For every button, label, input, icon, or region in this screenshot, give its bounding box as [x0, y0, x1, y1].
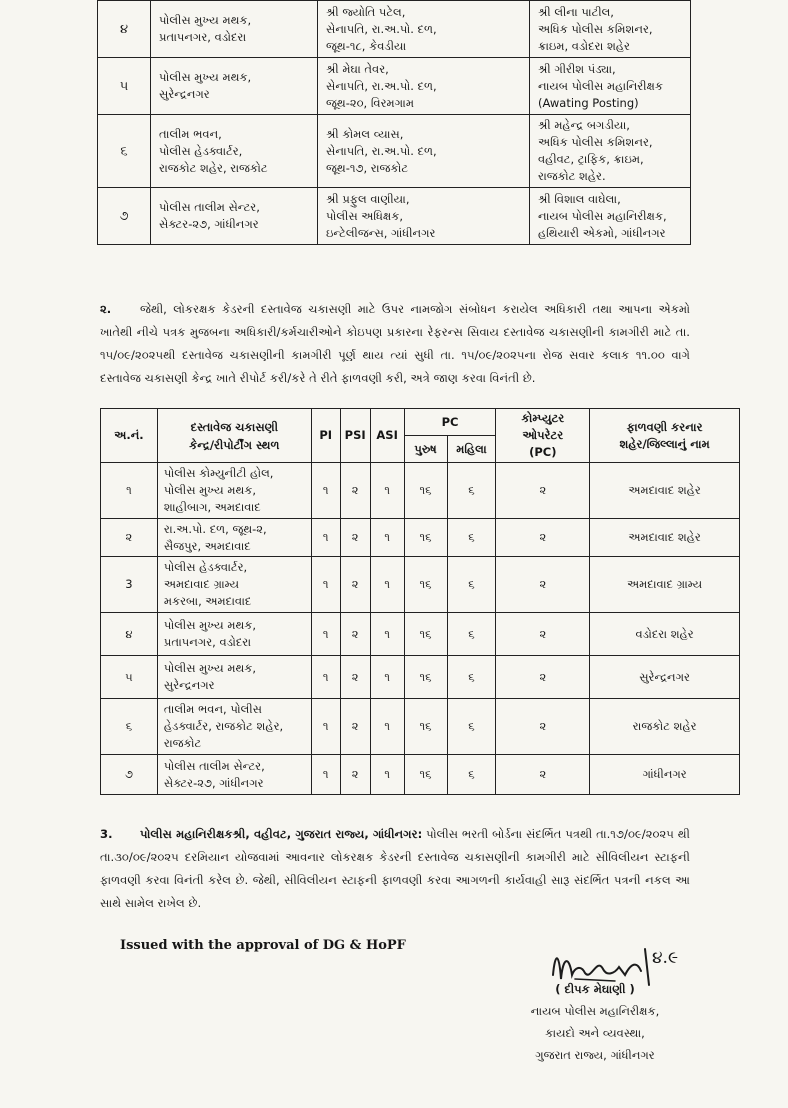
asi-count: ૧: [370, 557, 404, 613]
psi-count: ૨: [340, 557, 370, 613]
place-cell: રા.અ.પો. દળ, જૂથ-૨, સૈજપુર, અમદાવાદ: [157, 519, 311, 557]
header-pc: PC: [404, 409, 496, 436]
header-serial: અ.નં.: [101, 409, 158, 463]
paragraph-number: 3.: [100, 827, 113, 841]
serial-number: ૬: [98, 115, 151, 188]
paragraph-text: પોલીસ ભરતી બોર્ડના સંદર્ભિત પત્રથી તા.૧૭/૦૯/૨૦૨૫ થી તા.૩૦/૦૯/૨૦૨૫ દરમિયાન યોજવામાં આવનાર લોકરક્ષક કેડરની દસ્તાવેજ ચકાસણીની કામગીરી માટે સીવિલીયન સ્ટાફની ફાળવણી કરવા વિનંતી કરેલ છે. જેથી, સીવિલીયન સ્ટાફની ફાળવણી કરવા આગળની કાર્યવાહી સારૂ સંદર્ભિત પત્રની નકલ આ સાથે સામેલ રાખેલ છે.: [100, 827, 690, 910]
header-psi: PSI: [340, 409, 370, 463]
paragraph-2: [100, 298, 690, 390]
paragraph-text: જેથી, લોકરક્ષક કેડરની દસ્તાવેજ ચકાસણી માટે ઉપર નામજોગ સંબોધન કરાયેલ અધિકારી તથા આપના એકમો ખાતેથી નીચે પત્રક મુજબના અધિકારી/કર્મચારીઓને કોઇપણ પ્રકારના રેફરન્સ સિવાય દસ્તાવેજ ચકાસણીની કામગીરી માટે તા. ૧૫/૦૯/૨૦૨૫થી દસ્તાવેજ ચકાસણીની કામગીરી પૂર્ણ થાય ત્યાં સુધી તા. ૧૫/૦૯/૨૦૨૫ના રોજ સવાર કલાક ૧૧.૦૦ વાગે દસ્તાવેજ ચકાસણી કેન્દ્ર ખાતે રીપોર્ટ કરી/કરે તે રીતે ફાળવણી કરી, અત્રે જાણ કરવા વિનંતી છે.: [100, 302, 690, 385]
place-cell: પોલીસ તાલીમ સેન્ટર, સેક્ટર-૨૭, ગાંધીનગર: [157, 755, 311, 795]
place-cell: પોલીસ કોમ્યુનીટી હોલ, પોલીસ મુખ્ય મથક, શાહીબાગ, અમદાવાદ: [157, 463, 311, 519]
pi-count: ૧: [311, 557, 340, 613]
signatory-department: કાયદો અને વ્યવસ્થા,: [545, 1026, 645, 1040]
serial-number: ૪: [101, 613, 158, 656]
table-row: [101, 755, 740, 795]
paragraph-number: ૨.: [100, 302, 112, 316]
header-allotting-city: ફાળવણી કરનાર શહેર/જિલ્લાનું નામ: [590, 409, 740, 463]
female-pc-count: ૬: [447, 755, 496, 795]
allotting-city: ગાંધીનગર: [590, 755, 740, 795]
signature-date: ૪.૯: [652, 948, 679, 968]
allocation-table: [100, 408, 740, 795]
psi-count: ૨: [340, 755, 370, 795]
allotting-city: અમદાવાદ શહેર: [590, 463, 740, 519]
header-male: પુરુષ: [404, 436, 447, 463]
pi-count: ૧: [311, 699, 340, 755]
allotting-city: અમદાવાદ ગ્રામ્ય: [590, 557, 740, 613]
male-pc-count: ૧૬: [404, 699, 447, 755]
male-pc-count: ૧૬: [404, 755, 447, 795]
psi-count: ૨: [340, 656, 370, 699]
psi-count: ૨: [340, 463, 370, 519]
header-pi: PI: [311, 409, 340, 463]
operator-count: ૨: [496, 519, 590, 557]
place-cell: પોલીસ મુખ્ય મથક, સુરેન્દ્રનગર: [157, 656, 311, 699]
operator-count: ૨: [496, 699, 590, 755]
table-row: [98, 115, 691, 188]
male-pc-count: ૧૬: [404, 519, 447, 557]
table-row: [101, 613, 740, 656]
table-row: [98, 188, 691, 245]
signatory-block: [500, 978, 690, 1066]
psi-count: ૨: [340, 699, 370, 755]
serial-number: ૭: [98, 188, 151, 245]
table-row: [98, 1, 691, 58]
asi-count: ૧: [370, 519, 404, 557]
allotting-city: સુરેન્દ્રનગર: [590, 656, 740, 699]
supervisor-cell: શ્રી ગીરીશ પંડ્યા, નાયબ પોલીસ મહાનિરીક્ષક (Awating Posting): [530, 58, 691, 115]
table-row: [98, 58, 691, 115]
serial-number: ૨: [101, 519, 158, 557]
female-pc-count: ૬: [447, 656, 496, 699]
psi-count: ૨: [340, 519, 370, 557]
header-place: દસ્તાવેજ ચકાસણી કેન્દ્ર/રીપોર્ટીંગ સ્થળ: [157, 409, 311, 463]
male-pc-count: ૧૬: [404, 463, 447, 519]
officer-cell: શ્રી જ્યોતિ પટેલ, સેનાપતિ, રા.અ.પો. દળ, જૂથ-૧૮, કેવડીયા: [318, 1, 530, 58]
location-cell: પોલીસ મુખ્ય મથક, સુરેન્દ્રનગર: [151, 58, 318, 115]
asi-count: ૧: [370, 699, 404, 755]
operator-count: ૨: [496, 755, 590, 795]
operator-count: ૨: [496, 463, 590, 519]
signatory-name: ( દીપક મેઘાણી ): [555, 982, 635, 996]
pi-count: ૧: [311, 613, 340, 656]
table-row: [101, 519, 740, 557]
female-pc-count: ૬: [447, 557, 496, 613]
supervisor-cell: શ્રી લીના પાટીલ, અધિક પોલીસ કમિશનર, ક્રાઇમ, વડોદરા શહેર: [530, 1, 691, 58]
officer-cell: શ્રી પ્રફુલ વાણીયા, પોલીસ અધિક્ષક, ઇન્ટેલીજન્સ, ગાંધીનગર: [318, 188, 530, 245]
allotting-city: અમદાવાદ શહેર: [590, 519, 740, 557]
psi-count: ૨: [340, 613, 370, 656]
signatory-designation: નાયબ પોલીસ મહાનિરીક્ષક,: [530, 1004, 660, 1018]
pi-count: ૧: [311, 755, 340, 795]
supervisor-cell: શ્રી મહેન્દ્ર બગડીયા, અધિક પોલીસ કમિશનર, વહીવટ, ટ્રાફિક, ક્રાઇમ, રાજકોટ શહેર.: [530, 115, 691, 188]
table-header-row: [101, 409, 740, 436]
serial-number: 3: [101, 557, 158, 613]
officer-assignment-table: [97, 0, 691, 245]
operator-count: ૨: [496, 656, 590, 699]
male-pc-count: ૧૬: [404, 656, 447, 699]
allotting-city: વડોદરા શહેર: [590, 613, 740, 656]
serial-number: ૬: [101, 699, 158, 755]
asi-count: ૧: [370, 755, 404, 795]
header-female: મહિલા: [447, 436, 496, 463]
male-pc-count: ૧૬: [404, 613, 447, 656]
pi-count: ૧: [311, 463, 340, 519]
male-pc-count: ૧૬: [404, 557, 447, 613]
supervisor-cell: શ્રી વિશાલ વાઘેલા, નાયબ પોલીસ મહાનિરીક્ષક, હથિયારી એકમો, ગાંધીનગર: [530, 188, 691, 245]
pi-count: ૧: [311, 656, 340, 699]
female-pc-count: ૬: [447, 519, 496, 557]
header-operator: કોમ્પ્યુટર ઓપરેટર (PC): [496, 409, 590, 463]
table-row: [101, 699, 740, 755]
officer-cell: શ્રી કોમલ વ્યાસ, સેનાપતિ, રા.અ.પો. દળ, જૂથ-૧૭, રાજકોટ: [318, 115, 530, 188]
asi-count: ૧: [370, 656, 404, 699]
place-cell: પોલીસ મુખ્ય મથક, પ્રતાપનગર, વડોદરા: [157, 613, 311, 656]
asi-count: ૧: [370, 613, 404, 656]
serial-number: ૫: [98, 58, 151, 115]
female-pc-count: ૬: [447, 463, 496, 519]
place-cell: પોલીસ હેડક્વાર્ટર, અમદાવાદ ગ્રામ્ય મકરબા, અમદાવાદ: [157, 557, 311, 613]
pi-count: ૧: [311, 519, 340, 557]
location-cell: પોલીસ મુખ્ય મથક, પ્રતાપનગર, વડોદરા: [151, 1, 318, 58]
serial-number: ૪: [98, 1, 151, 58]
serial-number: ૭: [101, 755, 158, 795]
operator-count: ૨: [496, 613, 590, 656]
signatory-office: ગુજરાત રાજ્ય, ગાંધીનગર: [535, 1048, 655, 1062]
location-cell: તાલીમ ભવન, પોલીસ હેડક્વાર્ટર, રાજકોટ શહેર, રાજકોટ: [151, 115, 318, 188]
serial-number: ૧: [101, 463, 158, 519]
serial-number: ૫: [101, 656, 158, 699]
table-row: [101, 463, 740, 519]
table-row: [101, 656, 740, 699]
officer-cell: શ્રી મેઘા તેવર, સેનાપતિ, રા.અ.પો. દળ, જૂથ-૨૦, વિરમગામ: [318, 58, 530, 115]
paragraph-3: [100, 823, 690, 915]
allotting-city: રાજકોટ શહેર: [590, 699, 740, 755]
female-pc-count: ૬: [447, 613, 496, 656]
asi-count: ૧: [370, 463, 404, 519]
header-asi: ASI: [370, 409, 404, 463]
issued-note: Issued with the approval of DG & HoPF: [120, 938, 406, 953]
paragraph-lead: પોલીસ મહાનિરીક્ષકશ્રી, વહીવટ, ગુજરાત રાજ્ય, ગાંધીનગર:: [140, 827, 423, 841]
female-pc-count: ૬: [447, 699, 496, 755]
table-row: [101, 557, 740, 613]
operator-count: ૨: [496, 557, 590, 613]
location-cell: પોલીસ તાલીમ સેન્ટર, સેક્ટર-૨૭, ગાંધીનગર: [151, 188, 318, 245]
place-cell: તાલીમ ભવન, પોલીસ હેડક્વાર્ટર, રાજકોટ શહેર, રાજકોટ: [157, 699, 311, 755]
